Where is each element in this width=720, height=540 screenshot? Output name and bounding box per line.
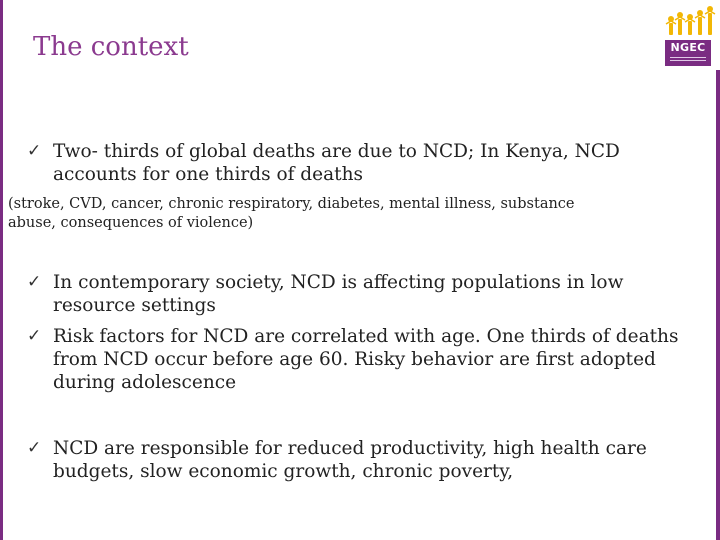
bullet-line: during adolescence (53, 372, 237, 393)
note-line: abuse, consequences of violence) (8, 215, 254, 231)
bullet-line: accounts for one thirds of deaths (53, 164, 363, 185)
check-icon: ✓ (27, 438, 42, 458)
note-text (8, 195, 698, 233)
bullet-line: In contemporary society, NCD is affecting populations in low (53, 272, 624, 293)
bullet-line: Risk factors for NCD are correlated with age. One thirds of deaths (53, 326, 679, 347)
people-figures-icon (664, 6, 716, 36)
bullet-item (53, 437, 647, 483)
note-line: (stroke, CVD, cancer, chronic respiratory, diabetes, mental illness, substance (8, 196, 575, 212)
left-accent-bar (0, 0, 3, 540)
bullet-line: resource settings (53, 295, 216, 316)
check-icon: ✓ (27, 272, 42, 292)
bullet-item (53, 140, 620, 186)
logo-text: NGEC (670, 41, 706, 54)
slide-title: The context (33, 32, 189, 62)
bullet-item (53, 325, 678, 394)
bullet-item (53, 271, 623, 317)
bullet-line: NCD are responsible for reduced productivity, high health care (53, 438, 647, 459)
ngec-logo (664, 6, 716, 64)
bullet-line: from NCD occur before age 60. Risky behavior are first adopted (53, 349, 656, 370)
check-icon: ✓ (27, 141, 42, 161)
right-accent-bar (716, 70, 720, 540)
logo-subtitle-lines (670, 57, 706, 62)
check-icon: ✓ (27, 326, 42, 346)
bullet-line: budgets, slow economic growth, chronic poverty, (53, 461, 514, 482)
bullet-line: Two- thirds of global deaths are due to NCD; In Kenya, NCD (53, 141, 620, 162)
logo-badge (665, 40, 711, 66)
